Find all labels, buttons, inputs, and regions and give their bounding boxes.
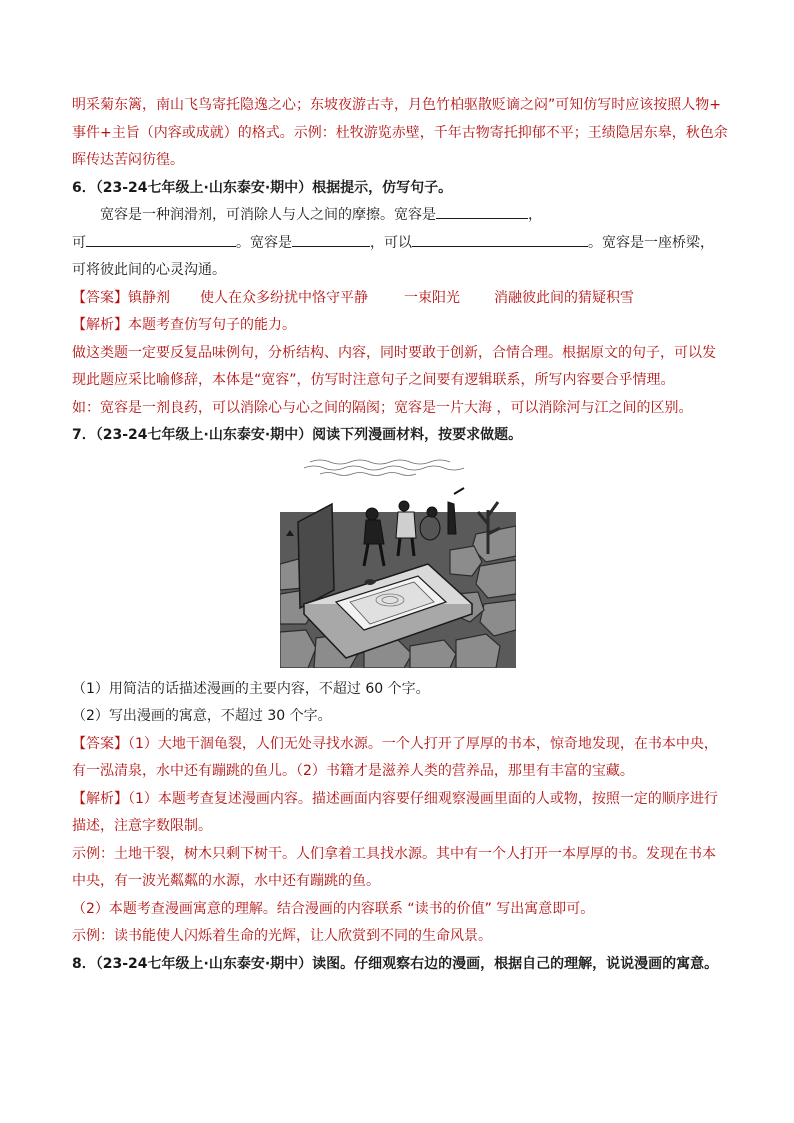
question-number: 7． [72,427,96,443]
sentence-text: 可 [72,234,86,251]
question-6-analysis-line-2: 做这类题一定要反复品味例句，分析结构、内容，同时要敢于创新，合情合理。根据原文的句子，可以发 [72,344,716,361]
question-7-answer-line-2: 有一泓清泉，水中还有蹦跳的鱼儿。（2）书籍才是滋养人类的营养品，那里有丰富的宝藏。 [72,763,634,779]
question-prompt: 读图。仔细观察右边的漫画，根据自己的理解，说说漫画的寓意。 [312,955,719,972]
fill-blank-4 [412,231,588,247]
fill-blank-2 [86,231,236,247]
question-prompt: 根据提示，仿写句子。 [312,179,453,196]
prev-answer-line-3: 晖传达苦闷彷徨。 [72,152,184,168]
fill-blank-1 [436,203,528,219]
sentence-text: 。宽容是 [236,234,292,251]
cartoon-figure [72,454,724,672]
fill-blank-3 [292,231,370,247]
answer-tag: 【答案】 [72,735,128,752]
answer-item: 一束阳光 [404,289,460,306]
question-7-analysis-line-4: 中央，有一波光粼粼的水源，水中还有蹦跳的鱼。 [72,873,380,889]
sentence-text: ， [528,207,542,223]
question-number: 8． [72,955,96,972]
question-6-sentence-line-3: 可将彼此间的心灵沟通。 [72,262,226,278]
answer-tag: 【答案】 [72,289,128,306]
answer-item: 镇静剂 [128,289,170,306]
question-number: 6． [72,179,96,196]
question-7-header [72,422,724,450]
question-7-analysis-line-2: 描述，注意字数限制。 [72,818,212,834]
document-page [72,92,728,978]
question-6-answer [72,285,724,313]
question-7-sub-1: （1）用简洁的话描述漫画的主要内容，不超过 60 个字。 [72,680,430,697]
question-source: （23-24七年级上·山东泰安·期中） [95,427,313,443]
question-8-header [72,951,724,979]
answer-item: 消融彼此间的猜疑积雪 [494,289,634,306]
question-prompt: 阅读下列漫画材料，按要求做题。 [312,427,523,443]
question-6-analysis-line-3: 现此题应采比喻修辞，本体是“宽容”，仿写时注意句子之间要有逻辑联系，所写内容要合乎情理。 [72,372,675,388]
sentence-text: ，可以 [370,234,412,251]
analysis-tag: 【解析】 [72,790,128,807]
cartoon-image [280,454,516,668]
analysis-text: 本题考查仿写句子的能力。 [128,317,296,333]
question-6-analysis-line-1 [72,312,724,340]
question-7-analysis-line-3: 示例：土地干裂，树木只剩下树干。人们拿着工具找水源。其中有一个人打开一本厚厚的书。发现在书本 [72,845,716,862]
answer-text: （1）大地干涸龟裂，人们无处寻找水源。一个人打开了厚厚的书本，惊奇地发现，在书本中央， [128,735,718,752]
question-7-answer-line-1 [72,731,724,759]
question-7-analysis-line-1 [72,786,724,814]
question-7-sub-2: （2）写出漫画的寓意，不超过 30 个字。 [72,708,332,724]
question-6-sentence-line-2 [72,230,724,258]
question-source: （23-24七年级上·山东泰安·期中） [95,179,313,196]
sentence-text: 。宽容是一座桥梁， [588,234,714,251]
question-6-header [72,175,724,203]
prev-answer-line-2: 事件+主旨（内容或成就）的格式。示例：杜牧游览赤壁，千年古物寄托抑郁不平；王绩隐居东皋，秋色余 [72,124,728,141]
answer-item: 使人在众多纷扰中恪守平静 [200,289,368,306]
analysis-text: （1）本题考查复述漫画内容。描述画面内容要仔细观察漫画里面的人或物，按照一定的顺序进行 [128,790,718,807]
question-source: （23-24七年级上·山东泰安·期中） [95,955,313,972]
question-7-analysis-line-6: 示例：读书能使人闪烁着生命的光辉，让人欣赏到不同的生命风景。 [72,928,492,944]
question-6-sentence-line-1 [72,202,724,230]
question-7-analysis-line-5: （2）本题考查漫画寓意的理解。结合漫画的内容联系 “读书的价值” 写出寓意即可。 [72,900,595,917]
prev-answer-line-1: 明采菊东篱，南山飞鸟寄托隐逸之心；东坡夜游古寺，月色竹柏驱散贬谪之闷”可知仿写时应该按照人物+ [72,97,721,113]
analysis-tag: 【解析】 [72,317,128,333]
question-6-analysis-line-4: 如：宽容是一剂良药，可以消除心与心之间的隔阂；宽容是一片大海 ，可以消除河与江之间的区别。 [72,399,693,416]
sentence-text: 宽容是一种润滑剂，可消除人与人之间的摩擦。宽容是 [100,207,436,223]
